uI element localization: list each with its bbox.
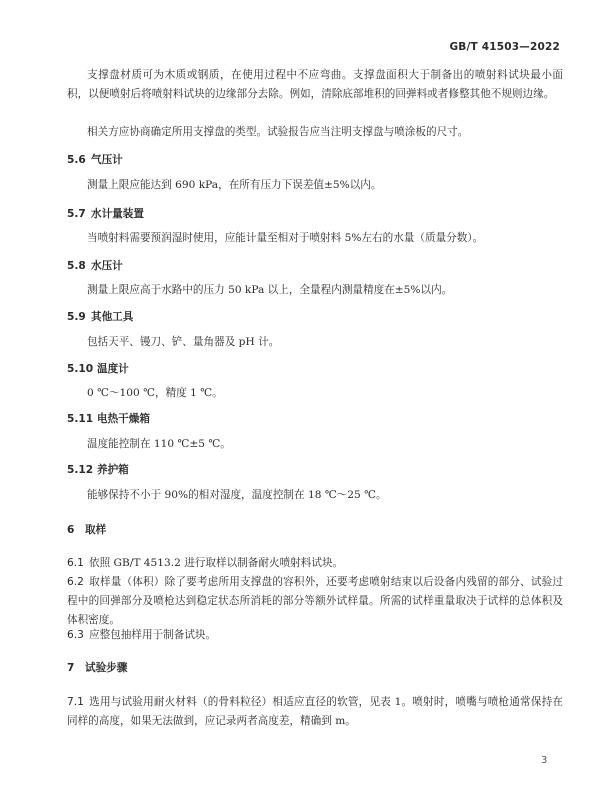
chapter-heading bbox=[67, 660, 127, 675]
section-text: 测量上限应高于水路中的压力 50 kPa 以上，全量程内测量精度在±5%以内。 bbox=[87, 284, 453, 296]
page-number: 3 bbox=[541, 755, 548, 766]
chapter-number: 7 bbox=[67, 662, 75, 674]
section-number: 5.10 bbox=[67, 363, 94, 375]
chapter-title: 取样 bbox=[85, 524, 107, 536]
section-text: 当喷射料需要预润湿时使用，应能计量至相对于喷射料 5%左右的水量（质量分数）。 bbox=[87, 232, 484, 244]
section-title: 温度计 bbox=[97, 363, 129, 375]
section-number: 5.11 bbox=[67, 413, 94, 425]
section-text: 包括天平、镘刀、铲、量角器及 pH 计。 bbox=[87, 336, 280, 348]
section-title: 养护箱 bbox=[97, 464, 129, 476]
section-heading bbox=[67, 309, 133, 324]
section-text: 0 ℃～100 ℃，精度 1 ℃。 bbox=[87, 387, 223, 399]
clause-number: 6.3 bbox=[67, 629, 84, 641]
section-text: 能够保持不小于 90%的相对湿度，温度控制在 18 ℃～25 ℃。 bbox=[87, 489, 387, 501]
section-number: 5.12 bbox=[67, 464, 94, 476]
section-heading bbox=[67, 361, 129, 376]
section-number: 5.7 bbox=[67, 208, 86, 220]
section-title: 水计量装置 bbox=[91, 208, 144, 220]
section-heading bbox=[67, 411, 150, 426]
clause-number: 6.1 bbox=[67, 557, 84, 569]
section-number: 5.8 bbox=[67, 260, 86, 272]
section-heading bbox=[67, 258, 123, 273]
clause bbox=[67, 554, 563, 573]
section-heading bbox=[67, 462, 129, 477]
section-title: 其他工具 bbox=[91, 311, 134, 323]
clause bbox=[67, 626, 563, 645]
clause-text: 应整包抽样用于制备试块。 bbox=[89, 629, 217, 641]
chapter-number: 6 bbox=[67, 524, 75, 536]
section-number: 5.6 bbox=[67, 154, 86, 166]
section-number: 5.9 bbox=[67, 311, 86, 323]
standard-code: GB/T 41503—2022 bbox=[449, 41, 560, 53]
section-title: 电热干燥箱 bbox=[97, 413, 150, 425]
support-plate-paragraph: 支撑盘材质可为木质或钢质，在使用过程中不应弯曲。支撑盘面积大于制备出的喷射料试块最小面积，以便喷射后将喷射料试块的边缘部分去除。例如，清除底部堆积的回弹料或者修整其他不规则边缘。 bbox=[67, 69, 563, 100]
section-heading bbox=[67, 206, 144, 221]
section-text: 温度能控制在 110 ℃±5 ℃。 bbox=[87, 438, 231, 450]
section-title: 气压计 bbox=[91, 154, 123, 166]
clause bbox=[67, 693, 563, 731]
clause-text: 取样量（体积）除了要考虑所用支撑盘的容积外，还要考虑喷射结束以后设备内残留的部分、试验过程中的回弹部分及喷枪达到稳定状态所消耗的部分等额外试样量。所需的试样重量取决于试样的总体积及体积密度。 bbox=[67, 576, 563, 626]
clause-text: 依照 GB/T 4513.2 进行取样以制备耐火喷射料试块。 bbox=[89, 557, 344, 569]
section-text: 测量上限应能达到 690 kPa，在所有压力下误差值±5%以内。 bbox=[87, 179, 382, 191]
chapter-title: 试验步骤 bbox=[85, 662, 128, 674]
clause-text: 选用与试验用耐火材料（的骨料粒径）相适应直径的软管，见表 1。喷射时，喷嘴与喷枪通常保持在同样的高度，如果无法做到，应记录两者高度差，精确到 m。 bbox=[67, 696, 563, 727]
chapter-heading bbox=[67, 522, 106, 537]
clause-number: 7.1 bbox=[67, 696, 84, 708]
clause bbox=[67, 573, 563, 630]
section-title: 水压计 bbox=[91, 260, 123, 272]
clause-number: 6.2 bbox=[67, 576, 84, 588]
section-heading bbox=[67, 152, 123, 167]
support-plate-note: 相关方应协商确定所用支撑盘的类型。试验报告应当注明支撑盘与喷涂板的尺寸。 bbox=[87, 126, 469, 138]
